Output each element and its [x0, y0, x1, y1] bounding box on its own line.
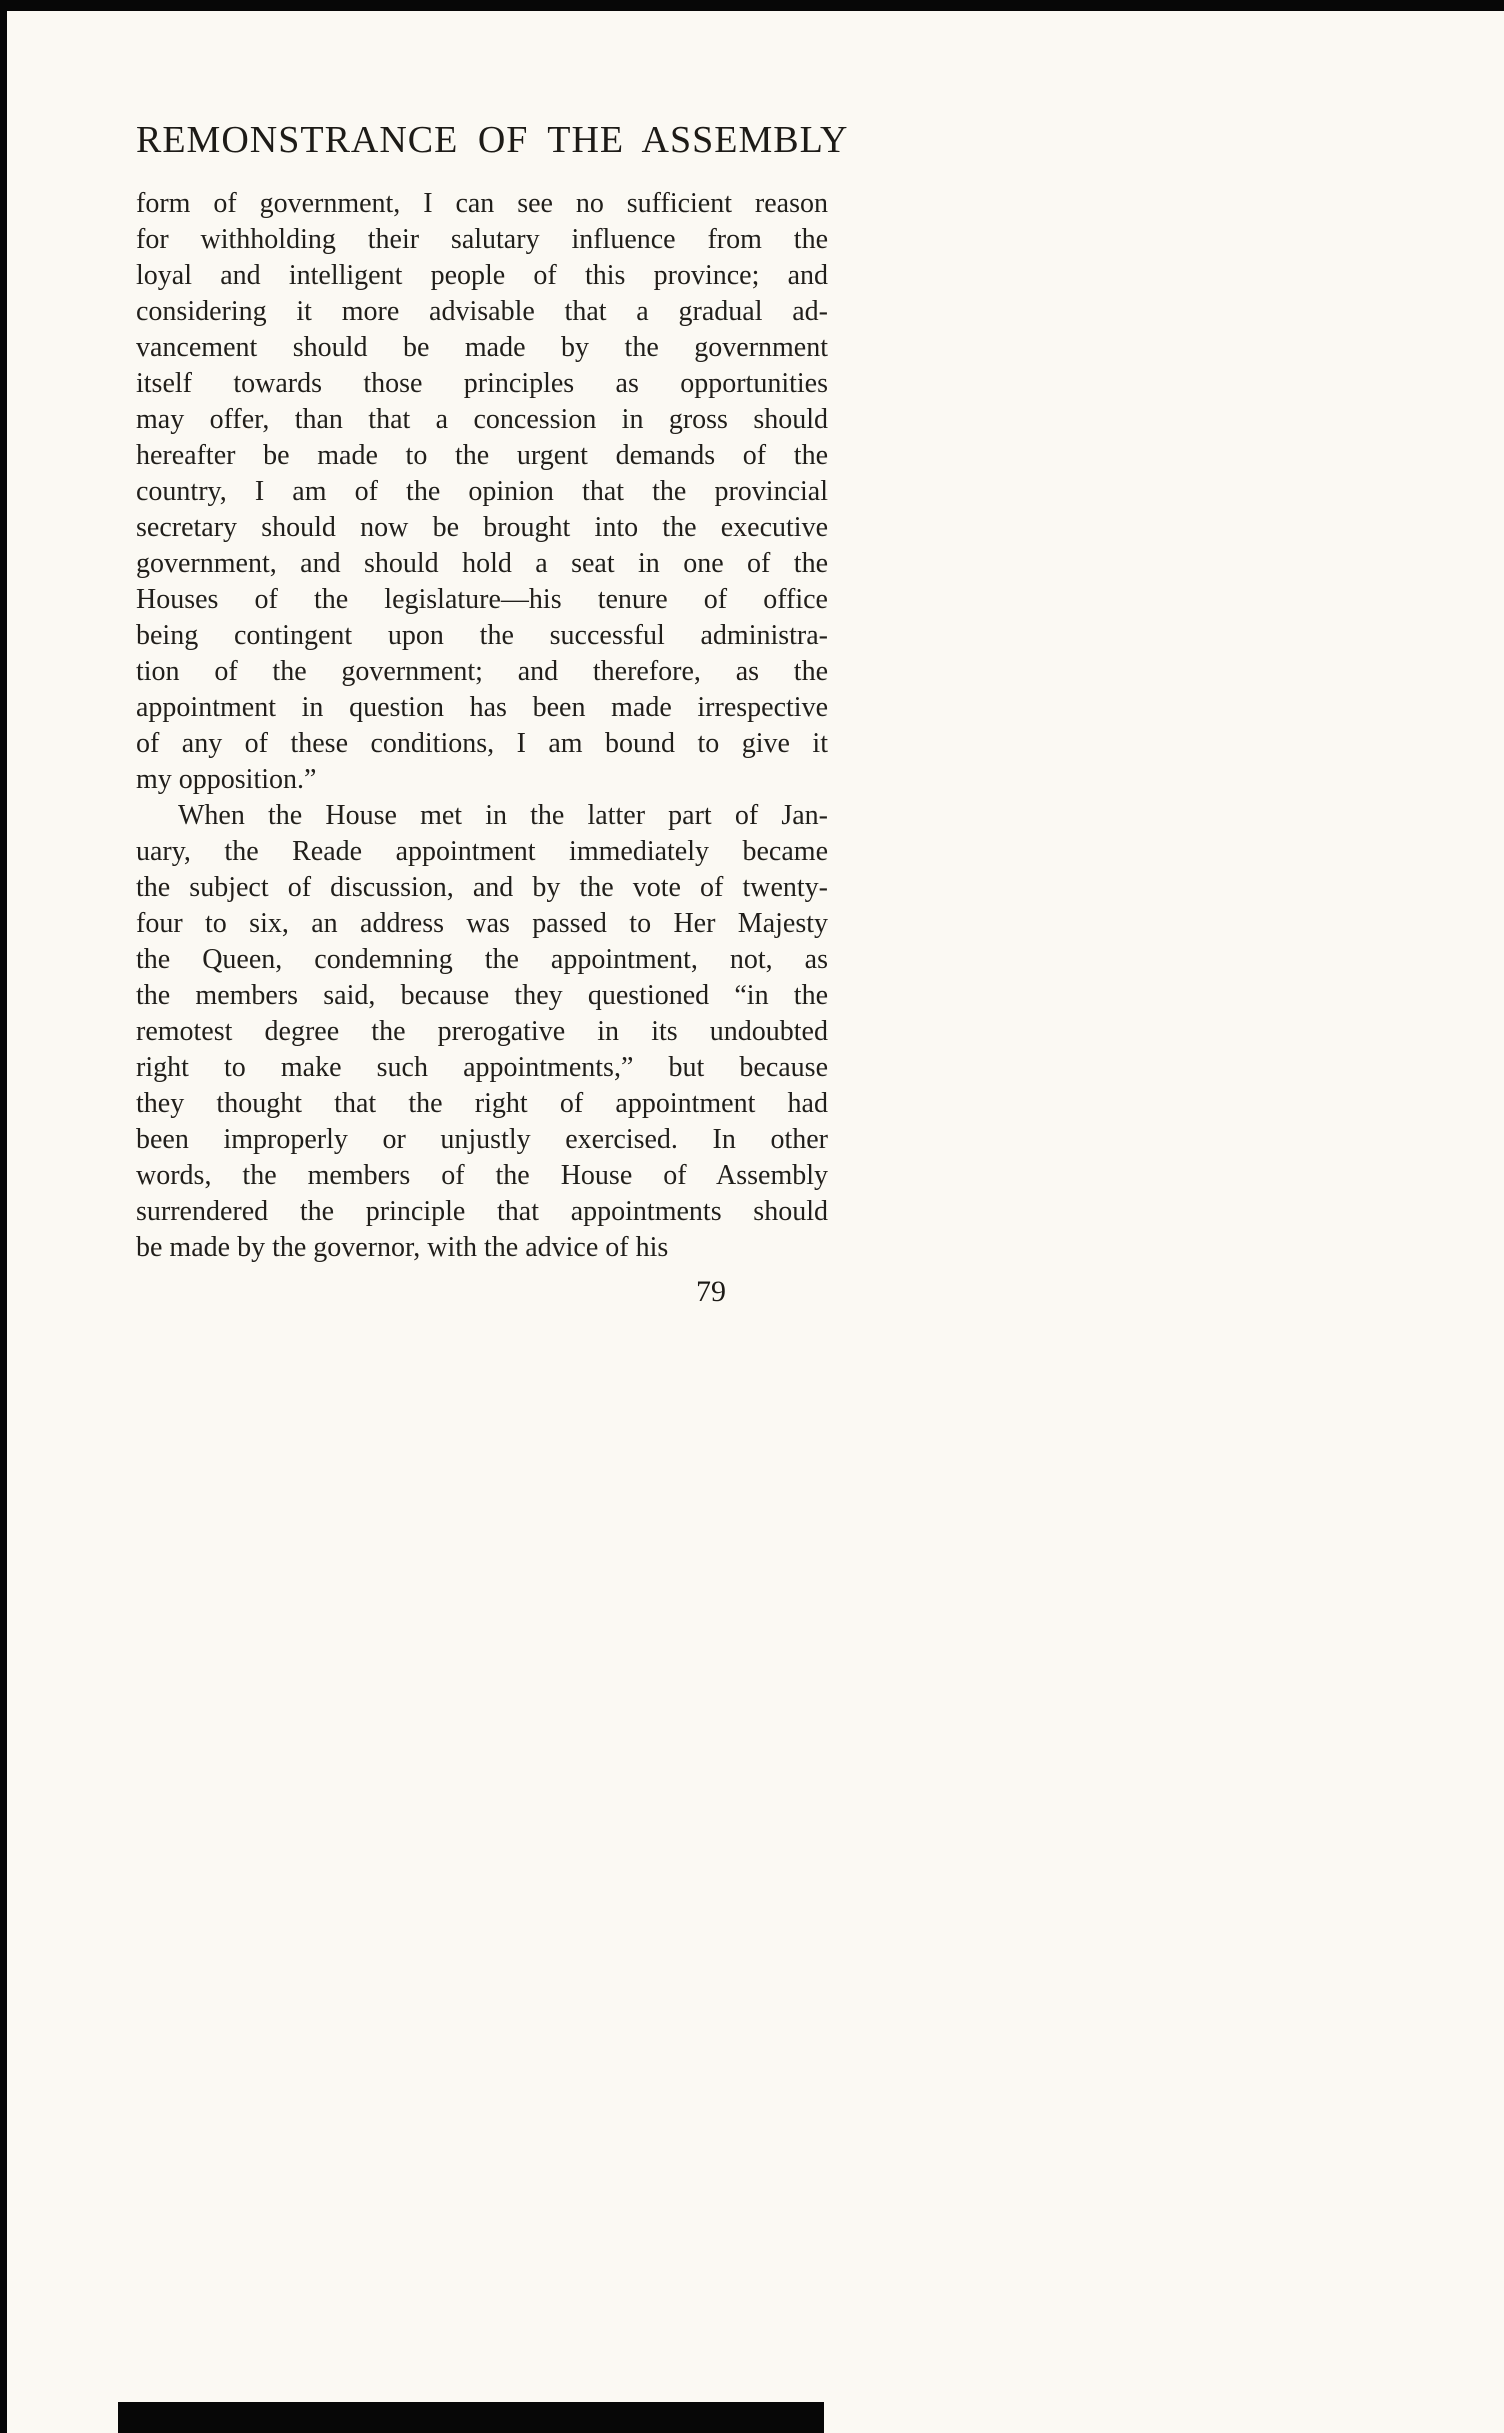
text-line: vancement should be made by the government — [136, 332, 828, 363]
text-line: been improperly or unjustly exercised. In other — [136, 1124, 828, 1155]
scan-edge-bottom — [118, 2402, 824, 2433]
text-line: words, the members of the House of Assembly — [136, 1160, 828, 1191]
text-line: right to make such appointments,” but because — [136, 1052, 828, 1083]
text-line: remotest degree the prerogative in its undoubted — [136, 1016, 828, 1047]
text-line: the subject of discussion, and by the vote of twenty- — [136, 872, 828, 903]
text-line: secretary should now be brought into the executive — [136, 512, 828, 543]
text-line: they thought that the right of appointment had — [136, 1088, 828, 1119]
page-number: 79 — [696, 1275, 726, 1308]
scan-edge-top — [0, 0, 1504, 11]
text-line: considering it more advisable that a gradual ad- — [136, 296, 828, 327]
text-line: itself towards those principles as opportunities — [136, 368, 828, 399]
text-line: be made by the governor, with the advice of his — [136, 1232, 669, 1263]
text-line: appointment in question has been made irrespective — [136, 692, 828, 723]
paragraph-2 — [136, 798, 828, 1266]
text-line: government, and should hold a seat in one of the — [136, 548, 828, 579]
text-line: of any of these conditions, I am bound to give it — [136, 728, 828, 759]
text-line: may offer, than that a concession in gross should — [136, 404, 828, 435]
text-line: tion of the government; and therefore, as the — [136, 656, 828, 687]
paragraph-1 — [136, 186, 828, 798]
text-line: four to six, an address was passed to Her Majesty — [136, 908, 828, 939]
page-header: REMONSTRANCE OF THE ASSEMBLY — [136, 119, 849, 161]
text-line: for withholding their salutary influence from the — [136, 224, 828, 255]
text-line: the Queen, condemning the appointment, not, as — [136, 944, 828, 975]
page-content — [136, 118, 849, 1310]
scan-edge-left — [0, 0, 7, 2433]
text-line: the members said, because they questioned “in the — [136, 980, 828, 1011]
text-line: my opposition.” — [136, 764, 317, 795]
text-line: hereafter be made to the urgent demands of the — [136, 440, 828, 471]
text-line: surrendered the principle that appointments should — [136, 1196, 828, 1227]
text-line: When the House met in the latter part of Jan- — [178, 800, 828, 831]
text-line: country, I am of the opinion that the provincial — [136, 476, 828, 507]
text-line: form of government, I can see no sufficient reason — [136, 188, 828, 219]
text-line: uary, the Reade appointment immediately became — [136, 836, 828, 867]
text-line: Houses of the legislature—his tenure of office — [136, 584, 828, 615]
text-line: loyal and intelligent people of this province; and — [136, 260, 828, 291]
text-line: being contingent upon the successful administra- — [136, 620, 828, 651]
